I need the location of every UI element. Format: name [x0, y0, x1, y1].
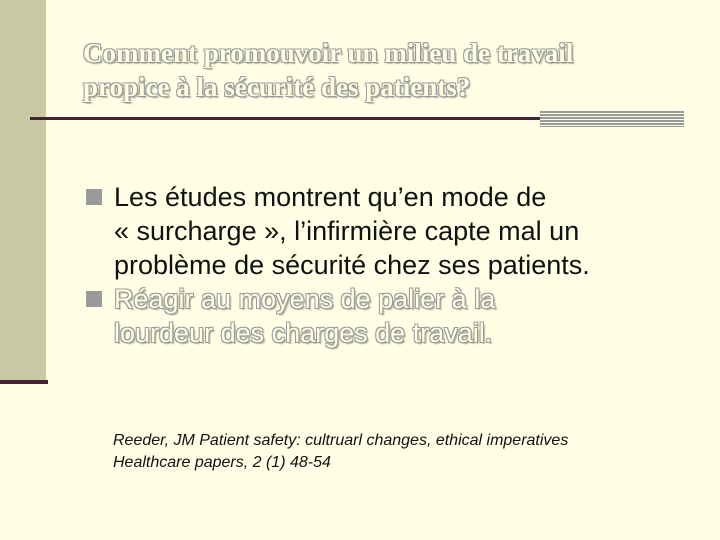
reference-citation [113, 430, 568, 474]
bullet-list [86, 180, 706, 350]
bullet-line: « surcharge », l’infirmière capte mal un [114, 216, 580, 246]
bullet-line: Réagir au moyens de palier à la [114, 284, 496, 314]
left-sidebar-accent [0, 380, 48, 384]
bullet-line: Les études montrent qu’en mode de [114, 182, 547, 212]
square-bullet-icon [86, 189, 102, 205]
square-bullet-icon [86, 291, 102, 307]
slide-title-line-1: Comment promouvoir un milieu de travail [83, 38, 574, 68]
title-divider-pattern [540, 111, 684, 127]
bullet-item-2 [86, 282, 706, 350]
bullet-line: problème de sécurité chez ses patients. [114, 250, 590, 280]
bullet-text [114, 284, 495, 348]
slide-title [83, 36, 683, 104]
reference-line-2: Healthcare papers, 2 (1) 48-54 [113, 454, 331, 471]
reference-line-1: Reeder, JM Patient safety: cultruarl changes, ethical imperatives [113, 432, 569, 449]
title-divider-rule [30, 117, 540, 120]
left-sidebar-bar [0, 0, 46, 383]
bullet-item-1 [86, 180, 706, 282]
bullet-text [114, 182, 590, 280]
slide-title-line-2: propice à la sécurité des patients? [83, 72, 471, 102]
bullet-line: lourdeur des charges de travail. [114, 318, 493, 348]
